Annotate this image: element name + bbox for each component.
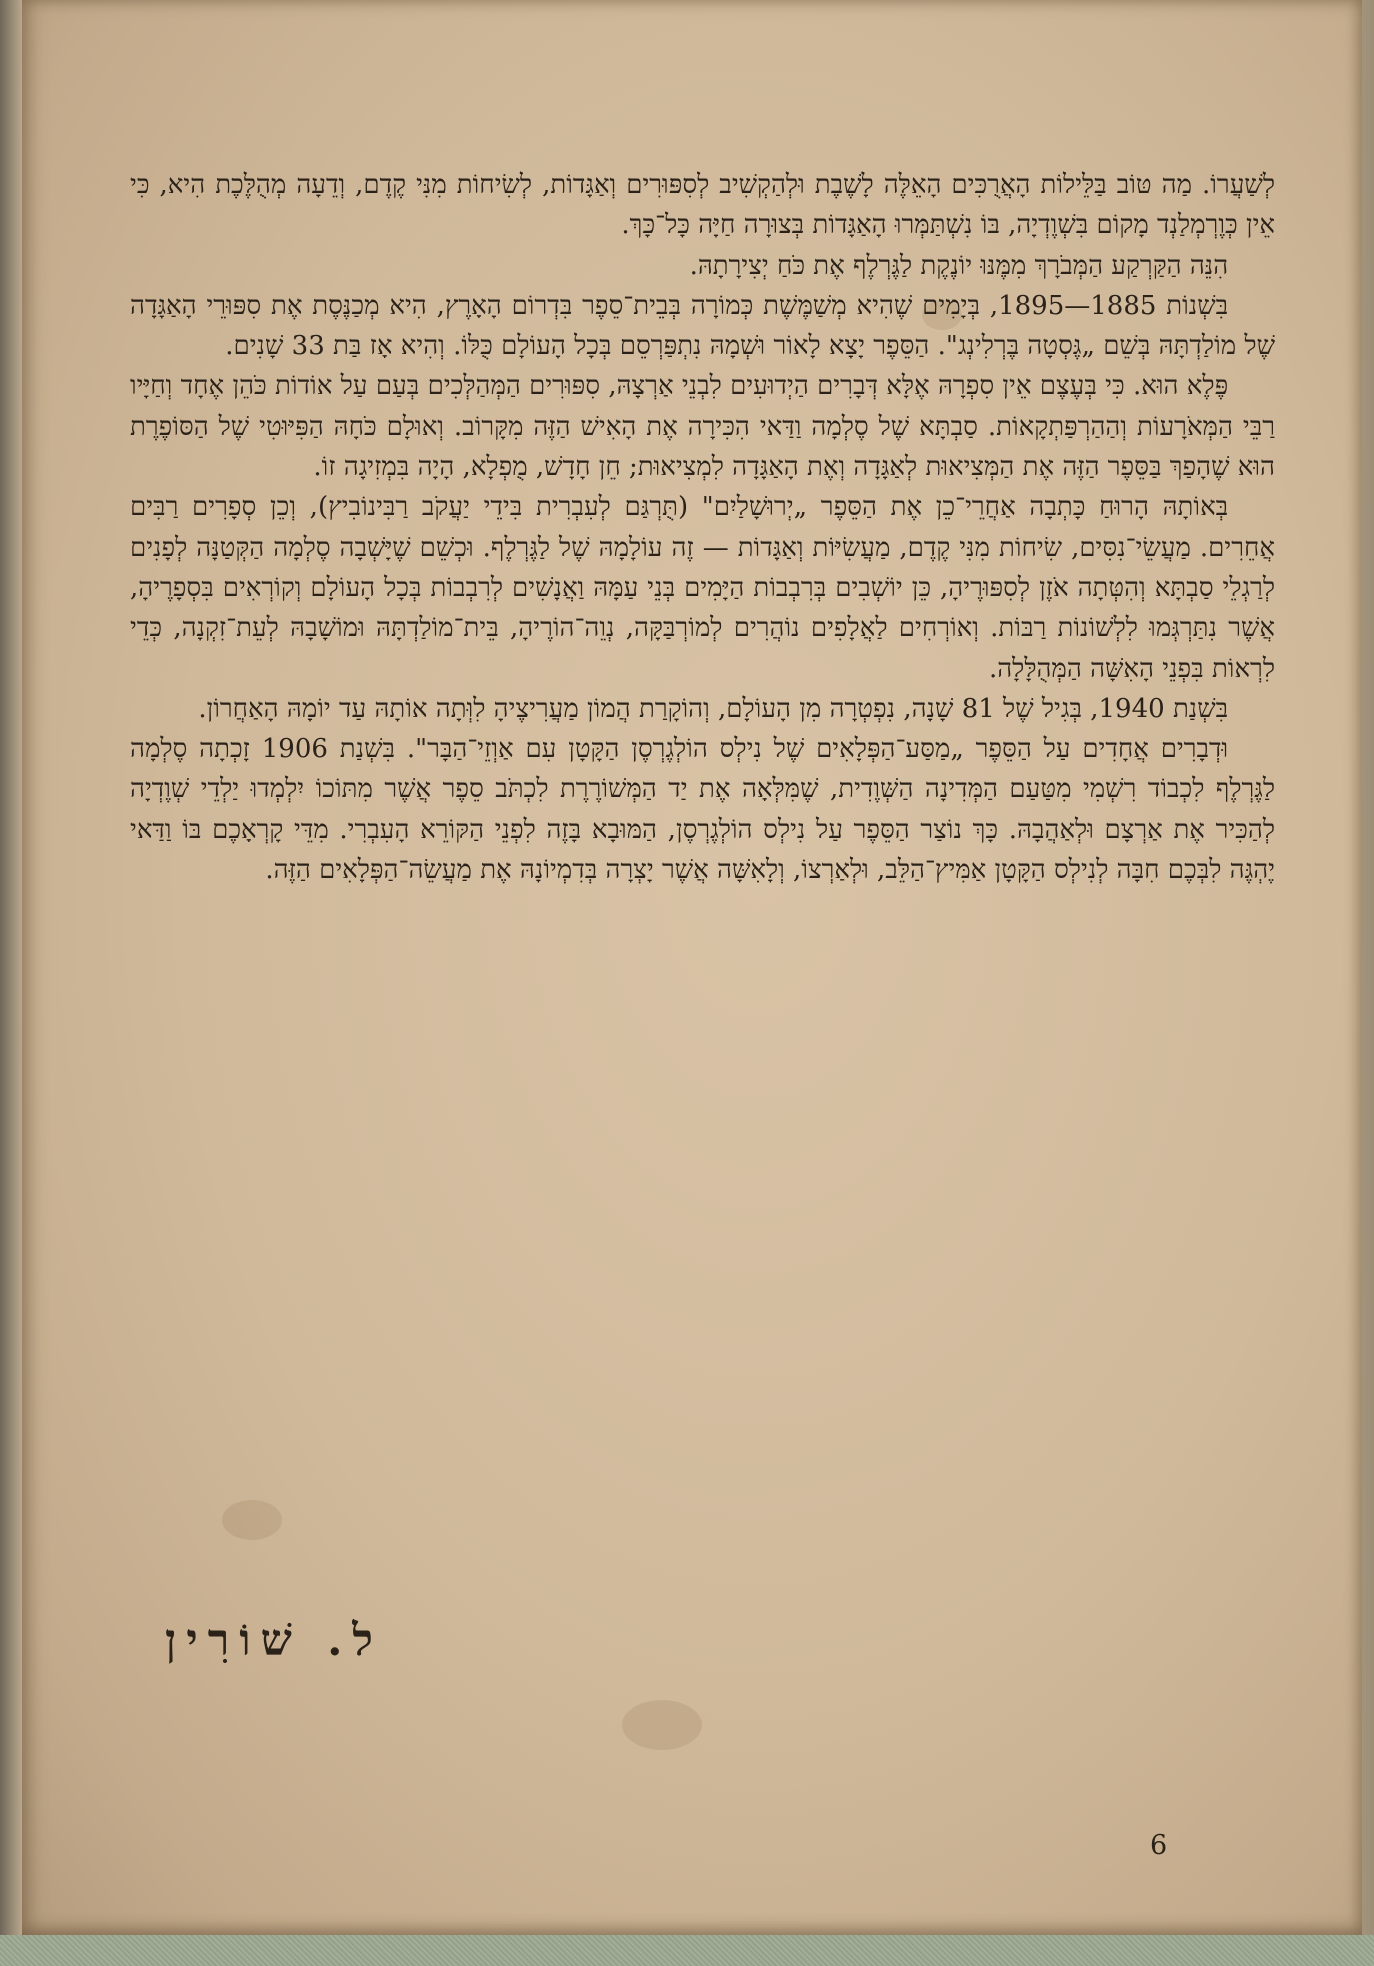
paper-stain [222,1500,282,1540]
body-text [130,165,1275,890]
page-number: 6 [1150,1830,1168,1861]
paragraph: הִנֵּה הַקַּרְקַע הַמְּבֹרָךְ מִמֶּנּוּ יוֹנֶקֶת לַגֶּרְלֶף אֶת כֹּחַ יְצִירָתָהּ. [689,250,1229,281]
author-signature: ל. שׁוֹרִין [165,1615,383,1666]
paragraph: לְשַׁעֲרוֹ. מַה טּוֹב בַּלֵּילוֹת הָאֲרֻכִּים הָאֵלֶּה לָשֶׁבֶת וּלְהַקְשִׁיב לְסִפּוּרִים וְאַגָּדוֹת, לְשִׂיחוֹת מִנִּי קֶדֶם, וְדֵעָה מְהֻלֶּכֶת הִיא, כִּי אֵין כְּוֶרְמְלַנְד מָקוֹם בִּשְׁוֶדְיָה, בּוֹ נִשְׁתַּמְּרוּ הָאַגָּדוֹת בְּצוּרָה חַיָּה כָּל־כָּךְ. [130,170,1275,241]
paragraph: בִּשְׁנַת 1940, בְּגִיל שֶׁל 81 שָׁנָה, נִפְטְרָה מִן הָעוֹלָם, וְהוֹקָרַת הֲמוֹן מַעֲרִיצֶיהָ לִוְּתָה אוֹתָהּ עַד יוֹמָהּ הָאַחֲרוֹן. [198,693,1229,724]
paper-stain [622,1700,702,1750]
book-cover-edge [0,1935,1374,1966]
paragraph: וּדְבָרִים אֲחָדִים עַל הַסֵּפֶר „מַסַּע־הַפְּלָאִים שֶׁל נִילְס הוֹלְגֶרְסֶן הַקָּטָן עִם אַוְזֵי־הַבָּר". בִּשְׁנַת 1906 זָכְתָה סֶלְמָה לַגֶּרְלֶף לִכְבוֹד רִשְׁמִי מִטַּעַם הַמְּדִינָה הַשְּׁוֶדִית, שֶׁמִּלְּאָה אֶת יַד הַמְּשׁוֹרֶרֶת לִכְתֹּב סֵפֶר אֲשֶׁר מִתּוֹכוֹ יִלְמְדוּ יַלְדֵי שְׁוֶדְיָה לְהַכִּיר אֶת אַרְצָם וּלְאַהֲבָהּ. כָּךְ נוֹצַר הַסֵּפֶר עַל נִילְס הוֹלְגֶרְסֶן, הַמּוּבָא בָּזֶה לִפְנֵי הַקּוֹרֵא הָעִבְרִי. מִדֵּי קָרְאָכֶם בּוֹ וַדַּאי יֶהְגֶּה לִבְּכֶם חִבָּה לְנִילְס הַקָּטָן אַמִּיץ־הַלֵּב, וּלְאַרְצוֹ, וְלָאִשָּׁה אֲשֶׁר יָצְרָה בְּדִמְיוֹנָהּ אֶת מַעֲשֵׂה־הַפְּלָאִים הַזֶּה. [130,734,1275,886]
paragraph: בִּשְׁנוֹת 1885—1895, בְּיָמִים שֶׁהִיא מְשַׁמֶּשֶׁת כְּמוֹרָה בְּבֵית־סֵפֶר בִּדְרוֹם הָאָרֶץ, הִיא מְכַנֶּסֶת אֶת סִפּוּרֵי הָאַגָּדָה שֶׁל מוֹלַדְתָּהּ בְּשֵׁם „גֶּסְטָה בֶּרְלִינְג". הַסֵּפֶר יָצָא לָאוֹר וּשְׁמָהּ נִתְפַּרְסֵם בְּכָל הָעוֹלָם כֻּלּוֹ. וְהִיא אָז בַּת 33 שָׁנִים. [130,290,1275,362]
paragraph: בְּאוֹתָהּ הָרוּחַ כָּתְבָה אַחֲרֵי־כֵן אֶת הַסֵּפֶר „יְרוּשָׁלַיִם" (תֻּרְגַּם לְעִבְרִית בִּידֵי יַעֲקֹב רַבִּינוֹבִיץ), וְכֵן סְפָרִים רַבִּים אֲחֵרִים. מַעֲשֵׂי־נִסִּים, שִׂיחוֹת מִנִּי קֶדֶם, מַעֲשִׂיּוֹת וְאַגָּדוֹת — זֶה עוֹלָמָהּ שֶׁל לַגֶּרְלֶף. וּכְשֵׁם שֶׁיָּשְׁבָה סֶלְמָה הַקְּטַנָּה לְפָנִים לְרַגְלֵי סַבְתָּא וְהִטְּתָה אֹזֶן לְסִפּוּרֶיהָ, כֵּן יוֹשְׁבִים בְּרִבְבוֹת הַיָּמִים בְּנֵי עַמָּהּ וַאֲנָשִׁים לְרִבְבוֹת בְּכָל הָעוֹלָם וְקוֹרְאִים בִּסְפָרֶיהָ, אֲשֶׁר נִתַּרְגְּמוּ לִלְשׁוֹנוֹת רַבּוֹת. וְאוֹרְחִים לַאֲלָפִים נוֹהֲרִים לְמוֹרְבַּקָּה, נְוֵה־הוֹרֶיהָ, בֵּית־מוֹלַדְתָּהּ וּמוֹשָׁבָהּ לְעֵת־זִקְנָה, כְּדֵי לִרְאוֹת בִּפְנֵי הָאִשָּׁה הַמְּהֻלָּלָה. [130,492,1275,684]
paragraph: פֶּלֶא הוּא. כִּי בְּעֶצֶם אֵין סִפְרָהּ אֶלָּא דְּבָרִים הַיְדוּעִים לִבְנֵי אַרְצָהּ, סִפּוּרִים הַמְּהַלְּכִים בְּעַם עַל אוֹדוֹת כֹּהֵן אֶחָד וְחַיָּיו רַבֵּי הַמְּאֹרָעוֹת וְהַהַרְפַּתְקָאוֹת. סַבְתָּא שֶׁל סֶלְמָה וַדַּאי הִכִּירָה אֶת הָאִישׁ הַזֶּה מִקָּרוֹב. וְאוּלָם כֹּחָהּ הַפִּיּוּטִי שֶׁל הַסּוֹפֶרֶת הוּא שֶׁהָפַךְ בַּסֵּפֶר הַזֶּה אֶת הַמְּצִיאוּת לְאַגָּדָה וְאֶת הָאַגָּדָה לִמְצִיאוּת; חֵן חָדָשׁ, מֻפְלָא, הָיָה בִּמְזִיגָה זוֹ. [130,371,1275,483]
